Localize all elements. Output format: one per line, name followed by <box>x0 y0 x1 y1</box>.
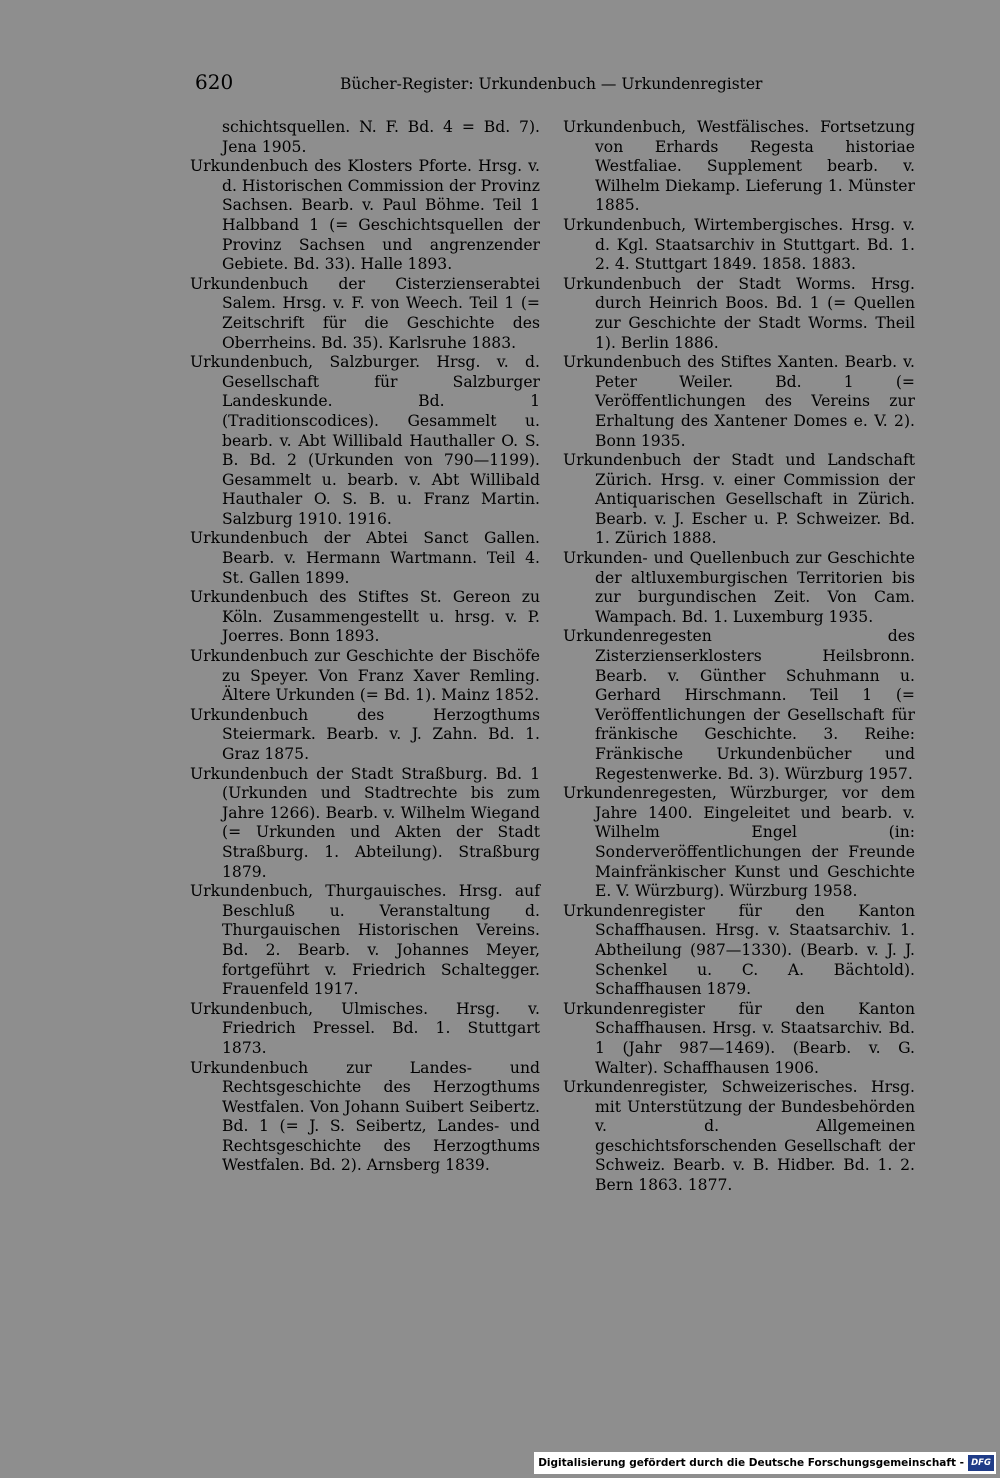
register-entry <box>563 549 915 627</box>
entry-heading: Urkundenregesten, Würzburger, <box>563 784 829 803</box>
entry-heading: Urkundenbuch zur Geschichte der Bischöfe zu Speyer. <box>190 647 540 685</box>
entry-text: vor dem Jahre 1400. Eingeleitet und bearb. v. Wilhelm Engel (in: Sonderveröffentlichungen der Freunde Mainfränkischer Kunst und Geschichte E. V. Würzburg). Würzburg 1958. <box>595 784 915 901</box>
entry-text: Hrsg. v. einer Commission der Antiquarischen Gesellschaft in Zürich. Bearb. v. J. Escher u. P. Schweizer. Bd. 1. Zürich 1888. <box>595 470 915 548</box>
entry-heading: Urkundenbuch, Ulmisches. <box>190 999 429 1018</box>
running-head <box>190 70 908 98</box>
register-entry <box>563 902 915 1000</box>
entry-heading: Urkundenbuch der Stadt und Landschaft Zürich. <box>563 451 915 489</box>
entry-text: Fortsetzung von Erhards Regesta historiae Westfaliae. Supplement bearb. v. Wilhelm Diekamp. Lieferung 1. Münster 1885. <box>595 118 915 215</box>
entry-heading: Urkundenbuch, Salzburger. <box>190 353 421 372</box>
entry-text: Hrsg. v. Friedrich Pressel. Bd. 1. Stuttgart 1873. <box>222 999 540 1057</box>
entry-text: Bearb. v. Hermann Wartmann. Teil 4. St. Gallen 1899. <box>222 549 540 587</box>
register-entry <box>190 647 540 706</box>
dfg-logo-icon: DFG <box>968 1455 994 1471</box>
entry-heading: Urkundenbuch des Herzogthums Steiermark. <box>190 705 540 744</box>
entry-text: Von Johann Suibert Seibertz. Bd. 1 (= J. S. Seibertz, Landes- und Rechtsgeschichte des Herzogthums Westfalen. Bd. 2). Arnsberg 1839. <box>222 1097 540 1175</box>
entry-text: Bearb. v. J. Zahn. Bd. 1. Graz 1875. <box>222 725 540 763</box>
entry-heading: Urkundenbuch der Stadt Straßburg. <box>190 764 488 783</box>
register-entry <box>190 882 540 1000</box>
entry-text: Hrsg. v. d. Kgl. Staatsarchiv in Stuttgart. Bd. 1. 2. 4. Stuttgart 1849. 1858. 1883. <box>595 215 915 274</box>
entry-text: Hrsg. v. F. von Weech. Teil 1 (= Zeitschrift für die Geschichte des Oberrheins. Bd. 35). Karlsruhe 1883. <box>222 294 540 352</box>
page-number: 620 <box>195 70 234 94</box>
register-entry <box>563 216 915 275</box>
register-entry <box>190 118 540 157</box>
register-entry <box>190 353 540 529</box>
register-entry <box>190 706 540 765</box>
entry-text: Bearb. v. Peter Weiler. Bd. 1 (= Veröffentlichungen des Vereins zur Erhaltung des Xantener Domes e. V. 2). Bonn 1935. <box>595 353 915 450</box>
entry-text: schichtsquellen. N. F. Bd. 4 = Bd. 7). Jena 1905. <box>222 118 540 156</box>
entry-heading: Urkundenbuch des Stiftes Xanten. <box>563 353 839 372</box>
entry-heading: Urkundenbuch, Thurgauisches. <box>190 882 447 901</box>
entry-heading: Urkundenbuch der Cisterzienserabtei Salem. <box>190 274 540 313</box>
entry-heading: Urkundenregister für den Kanton Schaffhausen. <box>563 999 915 1038</box>
entry-text: Hrsg. v. Staatsarchiv. 1. Abtheilung (987—1330). (Bearb. v. J. J. Schenkel u. C. A. Bächtold). Schaffhausen 1879. <box>595 921 915 999</box>
entry-text: Hrsg. auf Beschluß u. Veranstaltung d. Thurgauischen Historischen Vereins. Bd. 2. Bearb. v. Johannes Meyer, fortgeführt v. Friedrich Schaltegger. Frauenfeld 1917. <box>222 882 540 999</box>
entry-heading: Urkundenbuch des Stiftes St. Gereon zu Köln. <box>190 588 540 626</box>
entry-heading: Urkunden- und Quellenbuch zur Geschichte der altluxemburgischen Territorien bis zur burgundischen Zeit. <box>563 549 915 607</box>
entry-text: Bd. 1 (Urkunden und Stadtrechte bis zum Jahre 1266). Bearb. v. Wilhelm Wiegand (= Urkunden und Akten der Stadt Straßburg. 1. Abteilung). Straßburg 1879. <box>222 764 540 881</box>
entry-text: Hrsg. v. d. Gesellschaft für Salzburger Landeskunde. Bd. 1 (Traditionscodices). Gesammelt u. bearb. v. Abt Willibald Hauthaller O. S. B. Bd. 2 (Urkunden von 790—1199). Gesammelt u. bearb. v. Abt Willibald Hauthaler O. S. B. u. Franz Martin. Salzburg 1910. 1916. <box>222 353 540 528</box>
register-entry <box>563 1000 915 1078</box>
entry-text: Hrsg. v. Staatsarchiv. Bd. 1 (Jahr 987—1469). (Bearb. v. G. Walter). Schaffhausen 1906. <box>595 1019 915 1077</box>
entry-text: Bearb. v. Günther Schuhmann u. Gerhard Hirschmann. Teil 1 (= Veröffentlichungen der Gesellschaft für fränkische Geschichte. 3. Reihe: Fränkische Urkundenbücher und Regestenwerke. Bd. 3). Würzburg 1957. <box>595 666 915 783</box>
register-entry <box>190 157 540 275</box>
entry-text: Von Cam. Wampach. Bd. 1. Luxemburg 1935. <box>595 588 915 626</box>
entry-text: Hrsg. v. d. Historischen Commission der Provinz Sachsen. Bearb. v. Paul Böhme. Teil 1 Halbband 1 (= Geschichtsquellen der Provinz Sachsen und angrenzender Gebiete. Bd. 33). Halle 1893. <box>222 157 540 274</box>
entry-heading: Urkundenbuch der Abtei Sanct Gallen. <box>190 529 540 548</box>
register-entry <box>563 118 915 216</box>
entry-heading: Urkundenregister, Schweizerisches. <box>563 1078 858 1097</box>
register-entry <box>190 588 540 647</box>
dfg-footer[interactable] <box>534 1452 996 1474</box>
register-entry <box>190 529 540 588</box>
footer-text: Digitalisierung gefördert durch die Deutsche Forschungsgemeinschaft - <box>538 1457 964 1469</box>
register-entry <box>563 627 915 784</box>
entry-heading: Urkundenregister für den Kanton Schaffhausen. <box>563 901 915 940</box>
entry-heading: Urkundenbuch, Westfälisches. <box>563 118 810 136</box>
entry-text: Zusammengestellt u. hrsg. v. P. Joerres. Bonn 1893. <box>222 607 540 646</box>
entry-heading: Urkundenbuch zur Landes- und Rechtsgeschichte des Herzogthums Westfalen. <box>190 1058 540 1116</box>
entry-heading: Urkundenregesten des Zisterzienserklosters Heilsbronn. <box>563 627 915 666</box>
register-entry <box>563 353 915 451</box>
left-column <box>190 118 540 1176</box>
entry-text: Hrsg. mit Unterstützung der Bundesbehörden v. d. Allgemeinen geschichtsforschenden Gesellschaft der Schweiz. Bearb. v. B. Hidber. Bd. 1. 2. Bern 1863. 1877. <box>595 1078 915 1195</box>
running-title: Bücher-Register: Urkundenbuch — Urkundenregister <box>340 75 763 93</box>
register-entry <box>190 1059 540 1177</box>
register-entry <box>563 275 915 353</box>
register-entry <box>563 784 915 902</box>
entry-heading: Urkundenbuch des Klosters Pforte. <box>190 157 473 176</box>
right-column <box>563 118 915 1196</box>
register-entry <box>190 765 540 883</box>
entry-text: Hrsg. durch Heinrich Boos. Bd. 1 (= Quellen zur Geschichte der Stadt Worms. Theil 1). Berlin 1886. <box>595 274 915 352</box>
register-entry <box>190 275 540 353</box>
register-entry <box>190 1000 540 1059</box>
register-entry <box>563 1078 915 1196</box>
entry-text: Von Franz Xaver Remling. Ältere Urkunden (= Bd. 1). Mainz 1852. <box>222 666 540 705</box>
register-entry <box>563 451 915 549</box>
entry-heading: Urkundenbuch, Wirtembergisches. <box>563 215 844 234</box>
entry-heading: Urkundenbuch der Stadt Worms. <box>563 274 856 293</box>
